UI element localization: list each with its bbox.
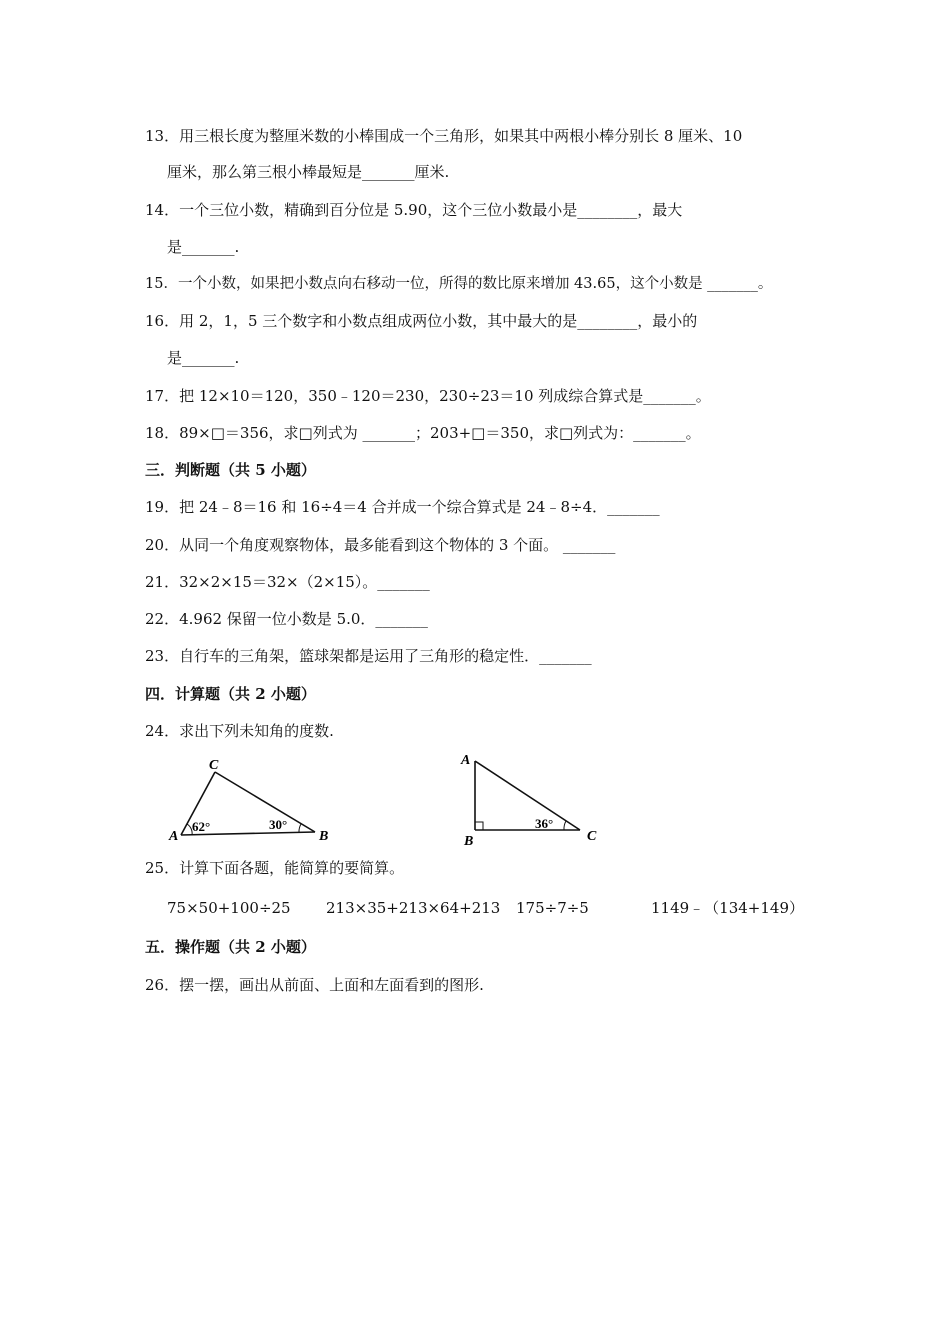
expression-2: 213×35+213×64+213 <box>326 899 501 917</box>
triangle-1-label-c: C <box>209 758 219 773</box>
question-20: 20．从同一个角度观察物体，最多能看到这个物体的 3 个面。 _______ <box>145 536 616 554</box>
triangle-2-angle-c-arc <box>564 821 566 830</box>
question-14-line-1: 14．一个三位小数，精确到百分位是 5.90，这个三位小数最小是________，最大 <box>145 201 683 219</box>
question-26: 26．摆一摆，画出从前面、上面和左面看到的图形. <box>145 976 484 994</box>
question-16-line-2: 是_______. <box>167 349 240 367</box>
triangle-1-label-a: A <box>169 829 179 844</box>
triangle-1-side-cb <box>215 772 315 832</box>
question-13-line-2: 厘米，那么第三根小棒最短是_______厘米. <box>167 163 450 181</box>
question-15: 15．一个小数，如果把小数点向右移动一位，所得的数比原来增加 43.65，这个小数是 _______。 <box>145 276 773 292</box>
question-24: 24．求出下列未知角的度数. <box>145 722 334 740</box>
expression-3: 175÷7÷5 <box>516 899 589 917</box>
question-18: 18．89×□＝356，求□列式为 _______；203+□＝350，求□列式为：_______。 <box>145 424 701 442</box>
triangle-2-label-a: A <box>461 753 471 768</box>
triangle-figure-1 <box>165 752 340 847</box>
question-17: 17．把 12×10＝120，350﹣120＝230，230÷23＝10 列成综合算式是_______。 <box>145 387 711 405</box>
triangle-1-angle-a-value: 62° <box>192 819 211 834</box>
triangle-figure-2 <box>455 748 610 848</box>
section-3-heading: 三．判断题（共 5 小题） <box>145 461 316 479</box>
triangle-1-angle-b-value: 30° <box>269 817 288 832</box>
triangle-1-label-b: B <box>319 829 329 844</box>
question-14-line-2: 是_______. <box>167 238 240 256</box>
triangle-2-side-ac <box>475 761 580 830</box>
triangle-2-label-b: B <box>464 834 474 848</box>
expression-1: 75×50+100÷25 <box>167 899 291 917</box>
section-5-heading: 五．操作题（共 2 小题） <box>145 938 316 956</box>
question-22: 22．4.962 保留一位小数是 5.0．_______ <box>145 610 428 628</box>
section-4-heading: 四．计算题（共 2 小题） <box>145 685 316 703</box>
question-19: 19．把 24﹣8＝16 和 16÷4＝4 合并成一个综合算式是 24﹣8÷4．_______ <box>145 498 660 516</box>
expression-4: 1149﹣（134+149） <box>651 899 805 917</box>
question-16-line-1: 16．用 2，1，5 三个数字和小数点组成两位小数，其中最大的是________，最小的 <box>145 312 698 330</box>
triangle-2-right-angle-mark <box>475 822 483 830</box>
triangle-2-angle-c-value: 36° <box>535 816 554 831</box>
triangle-1-angle-b-arc <box>299 824 301 832</box>
question-23: 23．自行车的三角架，篮球架都是运用了三角形的稳定性．_______ <box>145 647 592 665</box>
question-13-line-1: 13．用三根长度为整厘米数的小棒围成一个三角形，如果其中两根小棒分别长 8 厘米、10 <box>145 127 743 145</box>
triangle-2-label-c: C <box>587 829 597 844</box>
question-25: 25．计算下面各题，能简算的要简算。 <box>145 859 405 877</box>
question-21: 21．32×2×15＝32×（2×15）。_______ <box>145 573 430 591</box>
